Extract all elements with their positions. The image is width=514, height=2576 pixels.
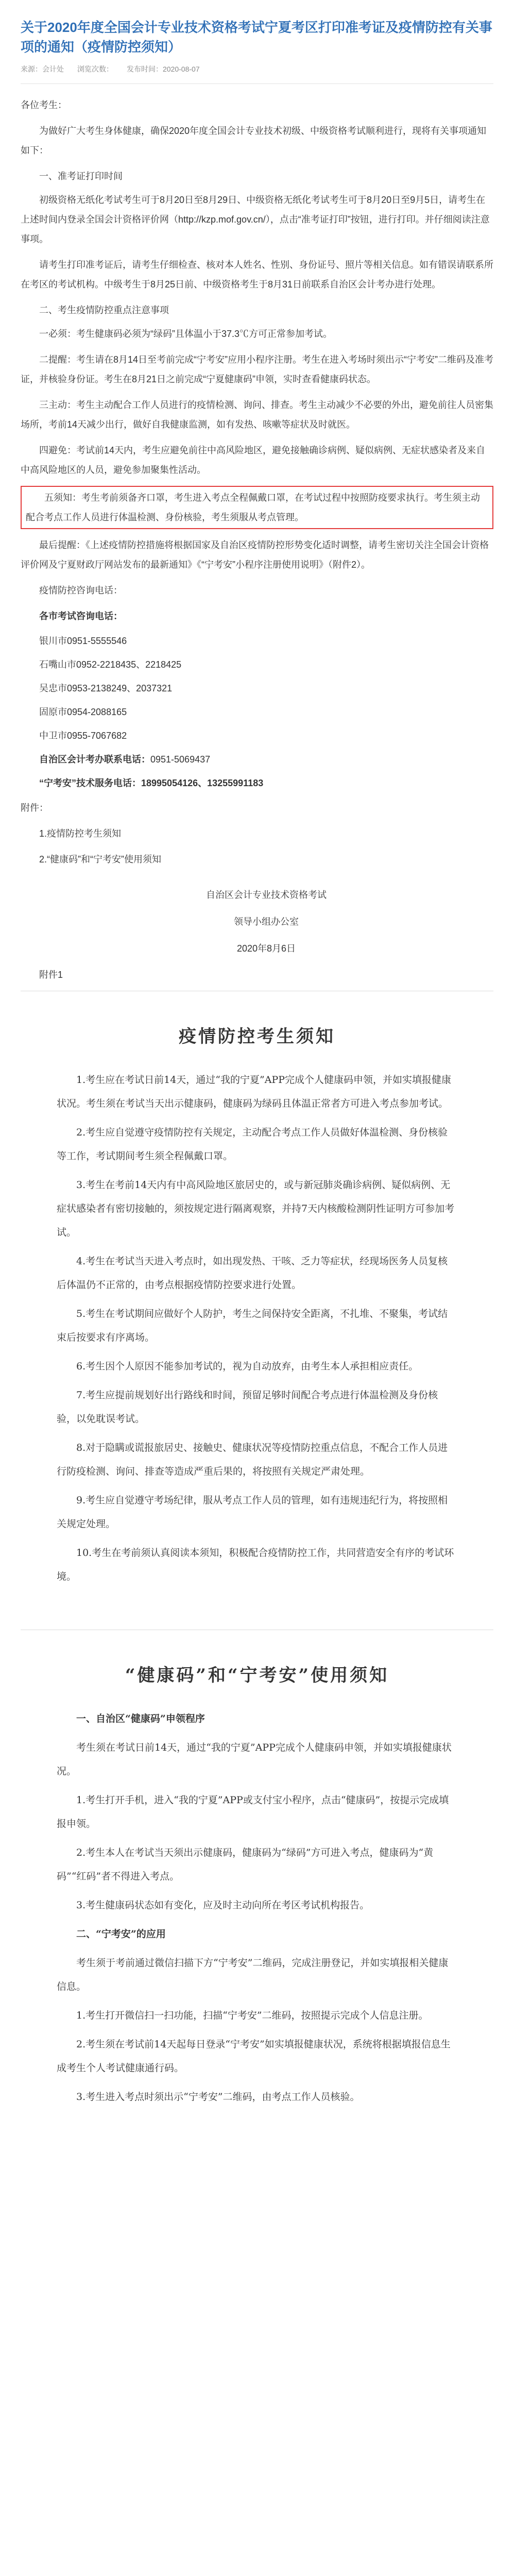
attach2-para-8: 3.考生进入考点时须出示“宁考安”二维码，由考点工作人员核验。 [76, 2091, 360, 2103]
highlighted-rule-box [21, 486, 493, 529]
region-contact-label: 自治区会计考办联系电话： [39, 754, 150, 765]
meta-views: 浏览次数： [77, 65, 113, 73]
attach2-para-5: 考生须于考前通过微信扫描下方“宁考安”二维码，完成注册登记，并如实填报相关健康信息。 [57, 1957, 449, 1992]
attachments-heading: 附件： [21, 803, 48, 813]
contact-yinchuan: 银川市0951-5555546 [39, 636, 127, 646]
rule-3: 三主动：考生主动配合工作人员进行的疫情检测、询问、排查。考生主动减少不必要的外出，避免前往人员密集场所，考前14天减少出行，做好自我健康监测，如有发热、咳嗽等症状及时就医。 [21, 400, 493, 430]
attachment-2-title: “健康码”和“宁考安”使用须知 [125, 1665, 389, 1686]
meta-source: 来源：会计处 [21, 65, 64, 73]
attachment-link-1[interactable]: 1.疫情防控考生须知 [39, 828, 122, 839]
attach2-heading-2: 二、“宁考安”的应用 [76, 1928, 166, 1940]
consult-label: 疫情防控咨询电话： [39, 585, 123, 596]
section-1-body-2: 请考生打印准考证后，请考生仔细检查、核对本人姓名、性别、身份证号、照片等相关信息。如有错误请联系所在考区的考试机构。中级考生于8月25日前、中级资格考生于8月31日前联系自治区会计考办进行处理。 [21, 260, 493, 290]
contact-zhongwei: 中卫市0955-7067682 [39, 731, 127, 741]
attachment-link-2[interactable]: 2.“健康码”和“宁考安”使用须知 [39, 854, 161, 865]
region-contact [21, 751, 493, 768]
signature-date: 2020年8月6日 [236, 943, 296, 954]
intro: 为做好广大考生身体健康，确保2020年度全国会计专业技术初级、中级资格考试顺利进行，现将有关事项通知如下： [21, 126, 487, 156]
article-header [0, 0, 514, 74]
rule-2: 二提醒：考生请在8月14日至考前完成“宁考安”应用小程序注册。考生在进入考场时须出示“宁考安”二维码及准考证，并核验身份证。考生在8月21日之前完成“宁夏健康码”申领，实时查看健康码状态。 [21, 354, 494, 384]
signature-org: 自治区会计专业技术资格考试 [206, 890, 327, 900]
header-divider [21, 83, 493, 84]
rule-1: 一必须：考生健康码必须为“绿码”且体温小于37.3℃方可正常参加考试。 [39, 329, 333, 339]
attach2-para-6: 1.考生打开微信扫一扫功能，扫描“宁考安”二维码，按照提示完成个人信息注册。 [76, 2010, 429, 2021]
attach2-para-1: 考生须在考试日前14天，通过“我的宁夏”APP完成个人健康码申领，并如实填报健康状况。 [57, 1742, 452, 1777]
attach1-item-5: 5.考生在考试期间应做好个人防护，考生之间保持安全距离，不扎堆、不聚集，考试结束后按要求有序离场。 [57, 1308, 448, 1343]
attachment-1-page [21, 991, 493, 1624]
attachment-1-title: 疫情防控考生须知 [179, 1026, 335, 1047]
attach1-item-3: 3.考生在考前14天内有中高风险地区旅居史的，或与新冠肺炎确诊病例、疑似病例、无症状感染者有密切接触的，须按规定进行隔离观察，并持7天内核酸检测阴性证明方可参加考试。 [57, 1179, 455, 1238]
greeting: 各位考生： [21, 100, 67, 110]
attach2-heading-1: 一、自治区“健康码”申领程序 [76, 1713, 205, 1724]
attach2-para-4: 3.考生健康码状态如有变化，应及时主动向所在考区考试机构报告。 [76, 1900, 370, 1911]
attach2-para-7: 2.考生须在考试前14天起每日登录“宁考安”如实填报健康状况，系统将根据填报信息生成考生个人考试健康通行码。 [57, 2039, 451, 2074]
section-2-heading: 二、考生疫情防控重点注意事项 [39, 305, 169, 315]
attach2-para-3: 2.考生本人在考试当天须出示健康码，健康码为“绿码”方可进入考点，健康码为“黄码”“红码”者不得进入考点。 [57, 1847, 434, 1882]
attach1-item-8: 8.对于隐瞒或谎报旅居史、接触史、健康状况等疫情防控重点信息，不配合工作人员进行防疫检测、询问、排查等造成严重后果的，将按照有关规定严肃处理。 [57, 1442, 448, 1477]
attach1-item-2: 2.考生应自觉遵守疫情防控有关规定，主动配合考点工作人员做好体温检测、身份核验等工作，考试期间考生须全程佩戴口罩。 [57, 1127, 448, 1162]
notice-body [0, 95, 514, 985]
attach1-item-1: 1.考生应在考试日前14天，通过“我的宁夏”APP完成个人健康码申领，并如实填报健康状况。考生须在考试当天出示健康码，健康码为绿码且体温正常者方可进入考点参加考试。 [57, 1074, 452, 1109]
attach2-para-2: 1.考生打开手机，进入“我的宁夏”APP或支付宝小程序，点击“健康码”，按提示完成填报申领。 [57, 1794, 449, 1829]
rule-5: 五须知：考生考前须备齐口罩，考生进入考点全程佩戴口罩，在考试过程中按照防疫要求执行。考生须主动配合考点工作人员进行体温检测、身份核验，考生须服从考点管理。 [26, 493, 480, 522]
attach1-item-4: 4.考生在考试当天进入考点时，如出现发热、干咳、乏力等症状，经现场医务人员复核后体温仍不正常的，由考点根据疫情防控要求进行处置。 [57, 1256, 448, 1291]
article-title: 关于2020年度全国会计专业技术资格考试宁夏考区打印准考证及疫情防控有关事项的通知（疫情防控须知） [21, 20, 492, 55]
city-contacts-heading: 各市考试咨询电话： [39, 611, 123, 621]
region-contact-phone: 0951-5069437 [150, 754, 211, 765]
signature-org-2: 领导小组办公室 [234, 917, 299, 927]
attach1-item-7: 7.考生应提前规划好出行路线和时间，预留足够时间配合考点进行体温检测及身份核验，以免耽误考试。 [57, 1389, 438, 1425]
attach1-item-9: 9.考生应自觉遵守考场纪律，服从考点工作人员的管理，如有违规违纪行为，将按照相关规定处理。 [57, 1495, 448, 1530]
contact-shizuishan: 石嘴山市0952-2218435、2218425 [39, 659, 182, 670]
article-meta [21, 64, 493, 74]
tech-support: “宁考安”技术服务电话：18995054126、13255991183 [39, 778, 264, 788]
contact-wuzhong: 吴忠市0953-2138249、2037321 [39, 683, 173, 693]
rule-4: 四避免：考试前14天内，考生应避免前往中高风险地区，避免接触确诊病例、疑似病例、无症状感染者及来自中高风险地区的人员，避免参加聚集性活动。 [21, 445, 486, 475]
section-1-body: 初级资格无纸化考试考生可于8月20日至8月29日、中级资格无纸化考试考生可于8月20日至9月5日，请考生在上述时间内登录全国会计资格评价网（http://kzp.mof.gov.cn/），点击“准考证打印”按钮，进行打印。并仔细阅读注意事项。 [21, 195, 490, 244]
contact-guyuan: 固原市0954-2088165 [39, 707, 127, 717]
attach1-item-10: 10.考生在考前须认真阅读本须知，积极配合疫情防控工作，共同营造安全有序的考试环境。 [57, 1547, 454, 1582]
attach1-item-6: 6.考生因个人原因不能参加考试的，视为自动放弃，由考生本人承担相应责任。 [76, 1361, 419, 1372]
final-reminder: 最后提醒：《上述疫情防控措施将根据国家及自治区疫情防控形势变化适时调整，请考生密切关注全国会计资格评价网及宁夏财政厅网站发布的最新通知》《“宁考安”小程序注册使用说明》（附件2）。 [21, 540, 489, 570]
attachment-1-label: 附件1 [39, 970, 63, 980]
meta-date: 发布时间：2020-08-07 [127, 65, 200, 73]
attachment-2-page [21, 1630, 493, 2145]
section-1-heading: 一、准考证打印时间 [39, 171, 123, 181]
